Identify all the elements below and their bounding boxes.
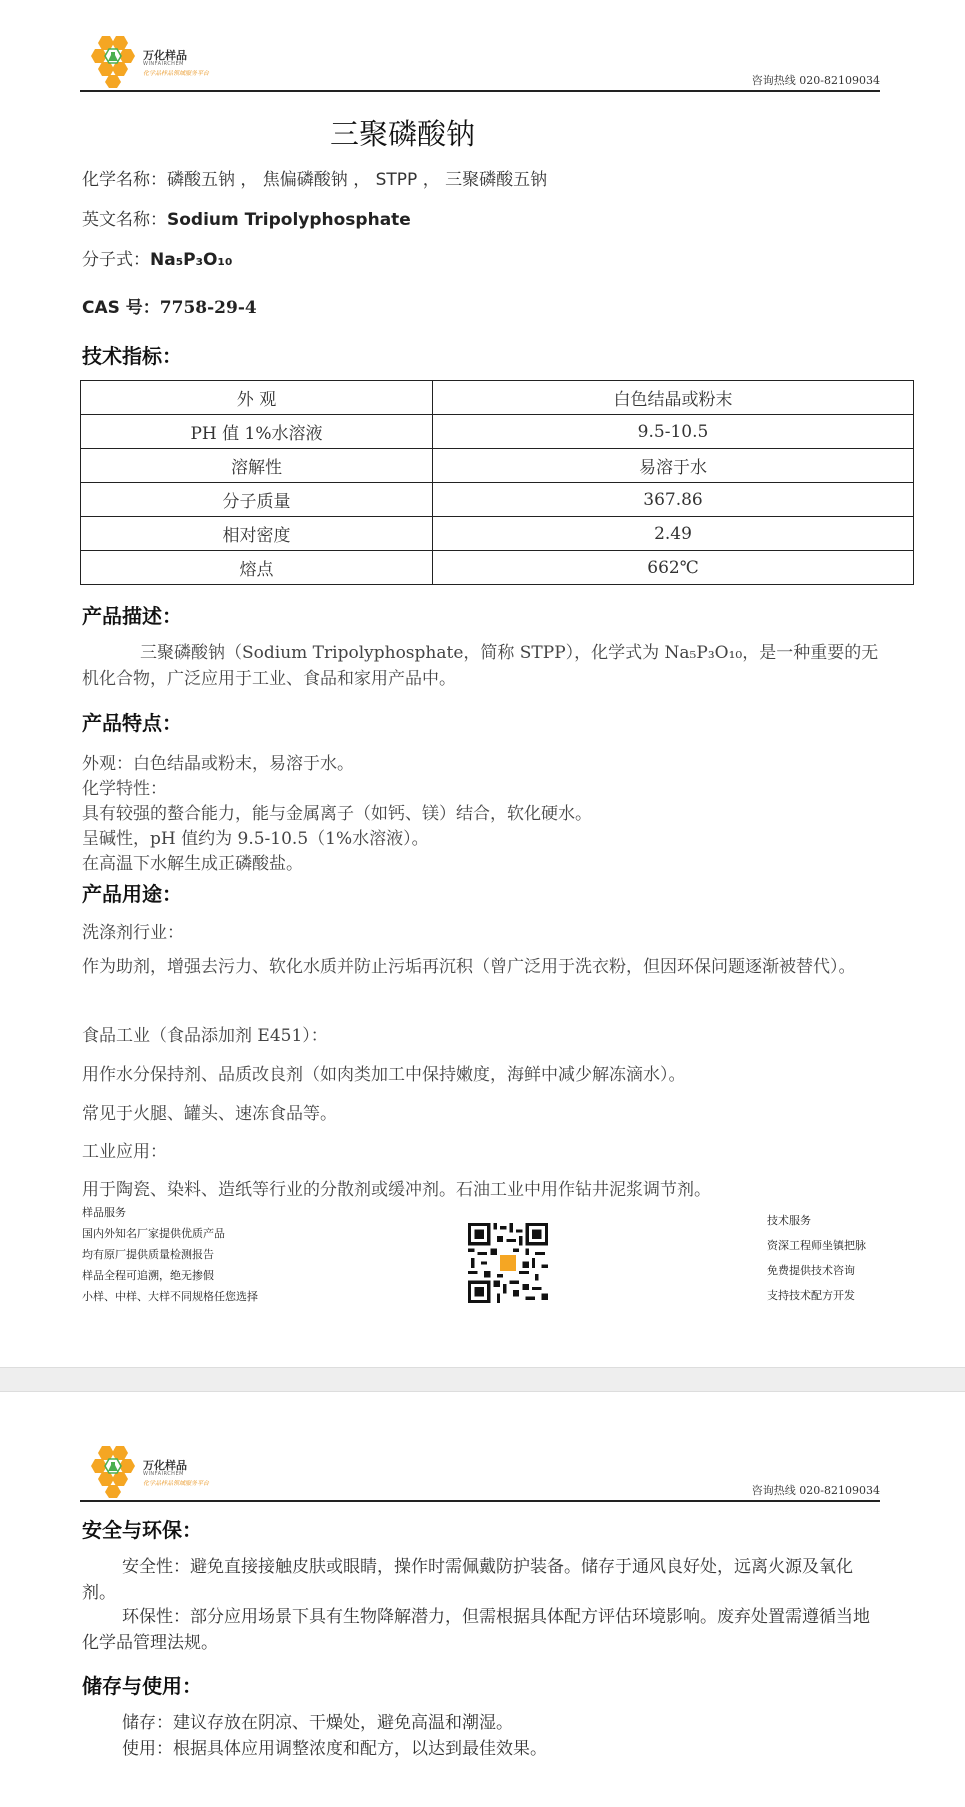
use-line: 食品工业（食品添加剂 E451）：	[82, 1026, 328, 1046]
footer-tech-service-title: 技术服务	[767, 1214, 811, 1227]
safety-line: 环保性：部分应用场景下具有生物降解潜力，但需根据具体配方评估环境影响。废弃处置需遵循当地化学品管理法规。	[82, 1607, 870, 1653]
cas-row	[82, 293, 257, 318]
spec-value: 367.86	[433, 483, 914, 517]
brand-slogan: 化学品样品领域服务平台	[143, 1480, 210, 1487]
formula-label: 分子式：	[82, 250, 150, 270]
footer-sample-service-title: 样品服务	[82, 1206, 126, 1219]
hotline: 咨询热线 020-82109034	[751, 1484, 880, 1497]
feature-line: 呈碱性，pH 值约为 9.5-10.5（1%水溶液）。	[82, 829, 429, 849]
footer-sample-item: 国内外知名厂家提供优质产品	[82, 1227, 225, 1240]
english-name-row	[82, 205, 411, 230]
section-storage: 储存与使用：	[82, 1674, 202, 1698]
spec-value: 2.49	[433, 517, 914, 551]
feature-line: 具有较强的螯合能力，能与金属离子（如钙、镁）结合，软化硬水。	[82, 804, 592, 824]
section-description: 产品描述：	[82, 604, 182, 628]
spec-key: 外 观	[81, 381, 433, 415]
qr-code	[468, 1223, 548, 1303]
spec-value: 白色结晶或粉末	[433, 381, 914, 415]
spec-value: 662℃	[433, 551, 914, 585]
brand-name: 万化样品	[143, 49, 187, 62]
footer-tech-item: 支持技术配方开发	[767, 1289, 855, 1302]
chemical-name-label: 化学名称：	[82, 170, 167, 190]
section-uses: 产品用途：	[82, 882, 182, 906]
use-line: 作为助剂，增强去污力、软化水质并防止污垢再沉积（曾广泛用于洗衣粉，但因环保问题逐渐被替代）。	[82, 957, 856, 977]
spec-value: 易溶于水	[433, 449, 914, 483]
footer-tech-item: 资深工程师坐镇把脉	[767, 1239, 866, 1252]
page-2	[0, 1392, 965, 1807]
english-name-label: 英文名称：	[82, 210, 167, 230]
footer-sample-item: 均有原厂提供质量检测报告	[82, 1248, 214, 1261]
feature-line: 在高温下水解生成正磷酸盐。	[82, 854, 303, 874]
description-text: 三聚磷酸钠（Sodium Tripolyphosphate，简称 STPP），化学式为 Na₅P₃O₁₀，是一种重要的无机化合物，广泛应用于工业、食品和家用产品中。	[82, 643, 879, 689]
formula-row	[82, 245, 232, 270]
english-name-value: Sodium Tripolyphosphate	[167, 210, 411, 230]
section-safety: 安全与环保：	[82, 1518, 202, 1542]
chemical-name-value: 磷酸五钠 ， 焦偏磷酸钠 ， STPP ， 三聚磷酸五钠	[167, 170, 548, 190]
use-line: 工业应用：	[82, 1142, 167, 1162]
spec-table	[80, 380, 914, 585]
cas-value: 7758-29-4	[159, 298, 257, 318]
product-title: 三聚磷酸钠	[330, 117, 476, 151]
cas-label: CAS 号：	[82, 298, 160, 318]
footer-tech-item: 免费提供技术咨询	[767, 1264, 855, 1277]
feature-line: 化学特性：	[82, 779, 167, 799]
spec-row	[81, 551, 914, 585]
spec-key: PH 值 1%水溶液	[81, 415, 433, 449]
spec-key: 相对密度	[81, 517, 433, 551]
spec-row	[81, 381, 914, 415]
footer-sample-item: 样品全程可追溯，绝无掺假	[82, 1269, 214, 1282]
chemical-name-row	[82, 165, 547, 190]
spec-row	[81, 483, 914, 517]
use-line: 常见于火腿、罐头、速冻食品等。	[82, 1104, 337, 1124]
formula-value: Na₅P₃O₁₀	[150, 250, 233, 270]
brand-subtitle: WINFAIRCHEM	[143, 1471, 184, 1477]
spec-row	[81, 415, 914, 449]
use-line: 用于陶瓷、染料、造纸等行业的分散剂或缓冲剂。石油工业中用作钻井泥浆调节剂。	[82, 1180, 711, 1200]
page-header	[80, 30, 880, 92]
use-line: 洗涤剂行业：	[82, 923, 184, 943]
section-tech-specs: 技术指标：	[82, 344, 182, 368]
brand-slogan: 化学品样品领域服务平台	[143, 70, 210, 77]
spec-value: 9.5-10.5	[433, 415, 914, 449]
spec-key: 溶解性	[81, 449, 433, 483]
page-header	[80, 1440, 880, 1502]
use-line: 用作水分保持剂、品质改良剂（如肉类加工中保持嫩度，海鲜中减少解冻滴水）。	[82, 1065, 686, 1085]
footer-sample-item: 小样、中样、大样不同规格任您选择	[82, 1290, 258, 1303]
section-features: 产品特点：	[82, 711, 182, 735]
feature-line: 外观：白色结晶或粉末，易溶于水。	[82, 754, 354, 774]
spec-row	[81, 517, 914, 551]
spec-key: 熔点	[81, 551, 433, 585]
storage-line: 使用：根据具体应用调整浓度和配方，以达到最佳效果。	[122, 1739, 547, 1759]
safety-line: 安全性：避免直接接触皮肤或眼睛，操作时需佩戴防护装备。储存于通风良好处，远离火源及氧化剂。	[82, 1557, 853, 1603]
page-separator	[0, 1367, 965, 1392]
storage-line: 储存：建议存放在阴凉、干燥处，避免高温和潮湿。	[122, 1713, 513, 1733]
brand-name: 万化样品	[143, 1459, 187, 1472]
hotline: 咨询热线 020-82109034	[751, 74, 880, 87]
spec-key: 分子质量	[81, 483, 433, 517]
spec-row	[81, 449, 914, 483]
brand-subtitle: WINFAIRCHEM	[143, 61, 184, 67]
